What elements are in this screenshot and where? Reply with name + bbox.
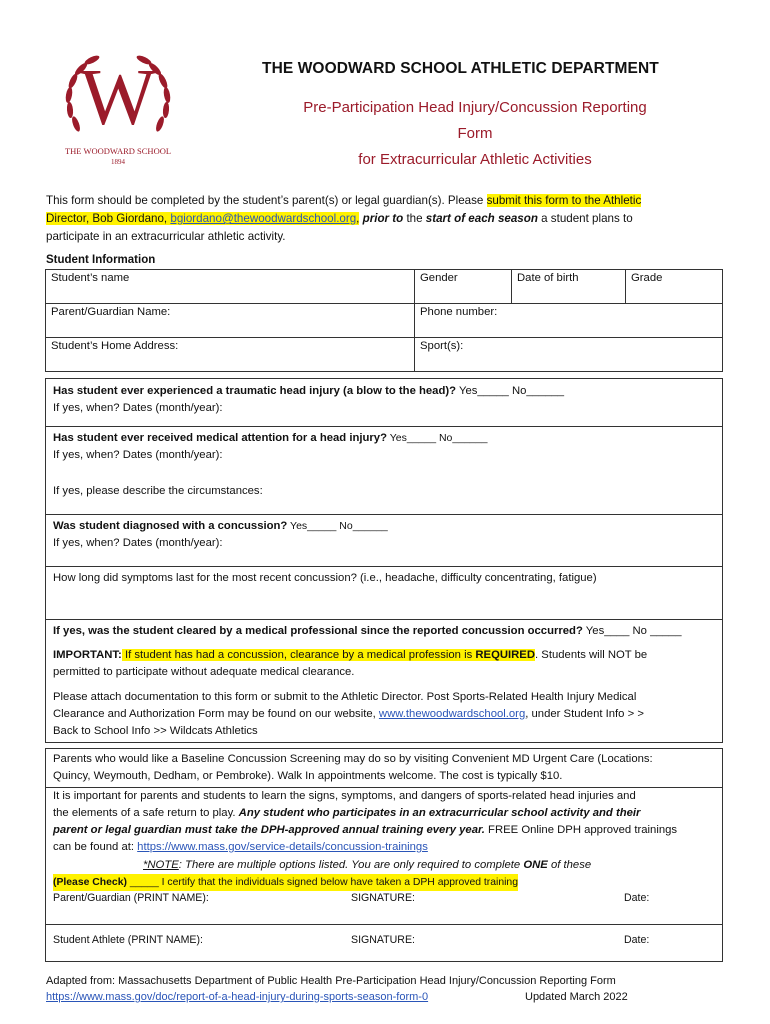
intro-comma: , [356,212,360,225]
required-label: REQUIRED [475,649,536,661]
note-line [143,857,591,874]
intro-text-3: participate in an extracurricular athletic activity. [46,230,286,243]
page-title: THE WOODWARD SCHOOL ATHLETIC DEPARTMENT [262,60,659,77]
note-label: *NOTE [143,859,179,871]
intro-highlight: submit this form to the Athletic [486,194,642,207]
school-logo [56,52,180,170]
training-line3 [53,822,677,839]
intro-the: the [403,212,426,225]
attach-line2-end: , under Student Info > > [525,708,644,720]
form-subtitle-line3: for Extracurricular Athletic Activities [358,151,592,168]
address-field[interactable]: Student’s Home Address: [46,338,415,372]
form-subtitle-line2: Form [457,125,493,142]
important-rest: . Students will NOT be [535,649,648,661]
student-info-heading: Student Information [46,254,156,266]
adapted-from-note: Adapted from: Massachusetts Department of Public Health Pre-Participation Head Injury/Concussion Reporting Form [46,975,616,987]
dob-field[interactable]: Date of birth [512,270,626,304]
attach-line2-text: Clearance and Authorization Form may be found on our website, [53,708,379,720]
q4-symptoms[interactable]: How long did symptoms last for the most recent concussion? (i.e., headache, difficulty concentrating, fatigue) [53,572,597,584]
note-one: ONE [523,859,548,871]
guardian-signature-field[interactable]: SIGNATURE: [351,892,415,904]
please-check-label: (Please Check) [53,877,127,888]
q3-yes-no[interactable]: Yes_____ No______ [287,520,388,532]
q3-text: Was student diagnosed with a concussion? [53,520,288,532]
intro-paragraph [46,192,726,246]
training-free: FREE Online DPH approved trainings [484,824,678,836]
q2-describe[interactable]: If yes, please describe the circumstances: [53,485,263,497]
guardian-date-field[interactable]: Date: [624,892,650,904]
q3-when[interactable]: If yes, when? Dates (month/year): [53,537,223,549]
certify-line[interactable] [53,874,518,891]
athlete-date-field[interactable]: Date: [624,934,650,946]
student-name-field[interactable]: Student’s name [46,270,415,304]
school-website-link[interactable]: www.thewoodwardschool.org [378,708,526,720]
training-requirement: Any student who participates in an extracurricular school activity and their [238,807,641,819]
q5-line [53,623,682,640]
medical-history-box [45,378,723,743]
q1-when[interactable]: If yes, when? Dates (month/year): [53,402,223,414]
training-line4 [53,839,428,856]
intro-text-2: a student plans to [537,212,633,225]
grade-field[interactable]: Grade [626,270,723,304]
q1-yes-no[interactable]: Yes_____ No______ [456,385,565,397]
training-box [45,748,723,962]
logo-year: 1894 [111,158,125,166]
training-found-at: can be found at: [53,841,138,853]
intro-start-season: start of each season [425,212,538,225]
q5-yes-no[interactable]: Yes____ No _____ [582,625,682,637]
athletic-director-email-link[interactable]: bgiordano@thewoodwardschool.org [170,212,357,225]
athlete-signature-field[interactable]: SIGNATURE: [351,934,415,946]
important-line1 [53,647,647,664]
phone-field[interactable]: Phone number: [415,304,723,338]
note-text: : There are multiple options listed. You are only required to complete [178,859,524,871]
training-line2-text: the elements of a safe return to play. [53,807,239,819]
attach-line2 [53,706,644,723]
attach-line3: Back to School Info >> Wildcats Athletics [53,725,258,737]
important-line2: permitted to participate without adequate medical clearance. [53,666,355,678]
q2-text: Has student ever received medical attention for a head injury? [53,432,387,444]
q1-text: Has student ever experienced a traumatic head injury (a blow to the head)? [53,385,457,397]
q2-when[interactable]: If yes, when? Dates (month/year): [53,449,223,461]
guardian-name-field[interactable]: Parent/Guardian Name: [46,304,415,338]
intro-prior-to: prior to [362,212,404,225]
student-info-table [45,269,723,372]
certify-text: _____ I certify that the individuals signed below have taken a DPH approved training [126,877,518,888]
q2-yes-no[interactable]: Yes_____ No______ [387,432,488,444]
logo-school-name: THE WOODWARD SCHOOL [64,146,172,156]
updated-date: Updated March 2022 [525,991,628,1003]
logo-letter: W [80,54,156,142]
q2-line [53,430,487,447]
q3-line [53,518,388,535]
intro-highlight-2: Director, Bob Giordano, [46,212,171,225]
athlete-print-name-field[interactable]: Student Athlete (PRINT NAME): [53,934,203,946]
training-line1: It is important for parents and students to learn the signs, symptoms, and dangers of sports-related head injuries and [53,790,636,802]
gender-field[interactable]: Gender [415,270,512,304]
dph-form-link[interactable]: https://www.mass.gov/doc/report-of-a-head-injury-during-sports-season-form-0 [46,991,429,1003]
guardian-print-name-field[interactable]: Parent/Guardian (PRINT NAME): [53,892,209,904]
baseline-line1: Parents who would like a Baseline Concussion Screening may do so by visiting Convenient MD Urgent Care (Locations: [53,753,653,765]
form-subtitle-line1: Pre-Participation Head Injury/Concussion Reporting [303,99,647,116]
q1-line [53,383,564,400]
training-requirement-2: parent or legal guardian must take the DPH-approved annual training every year. [53,824,485,836]
sports-field[interactable]: Sport(s): [415,338,723,372]
q5-text: If yes, was the student cleared by a medical professional since the reported concussion occurred? [53,625,583,637]
important-highlight: If student has had a concussion, clearance by a medical profession is [121,649,476,661]
attach-line1: Please attach documentation to this form or submit to the Athletic Director. Post Sports-Related Health Injury Medical [53,691,637,703]
concussion-training-link[interactable]: https://www.mass.gov/service-details/concussion-trainings [137,841,428,853]
baseline-line2: Quincy, Weymouth, Dedham, or Pembroke). Walk In appointments welcome. The cost is typically $10. [53,770,563,782]
important-label: IMPORTANT: [53,649,122,661]
intro-text: This form should be completed by the student’s parent(s) or legal guardian(s). Please [46,194,487,207]
note-end: of these [547,859,592,871]
training-line2 [53,805,640,822]
